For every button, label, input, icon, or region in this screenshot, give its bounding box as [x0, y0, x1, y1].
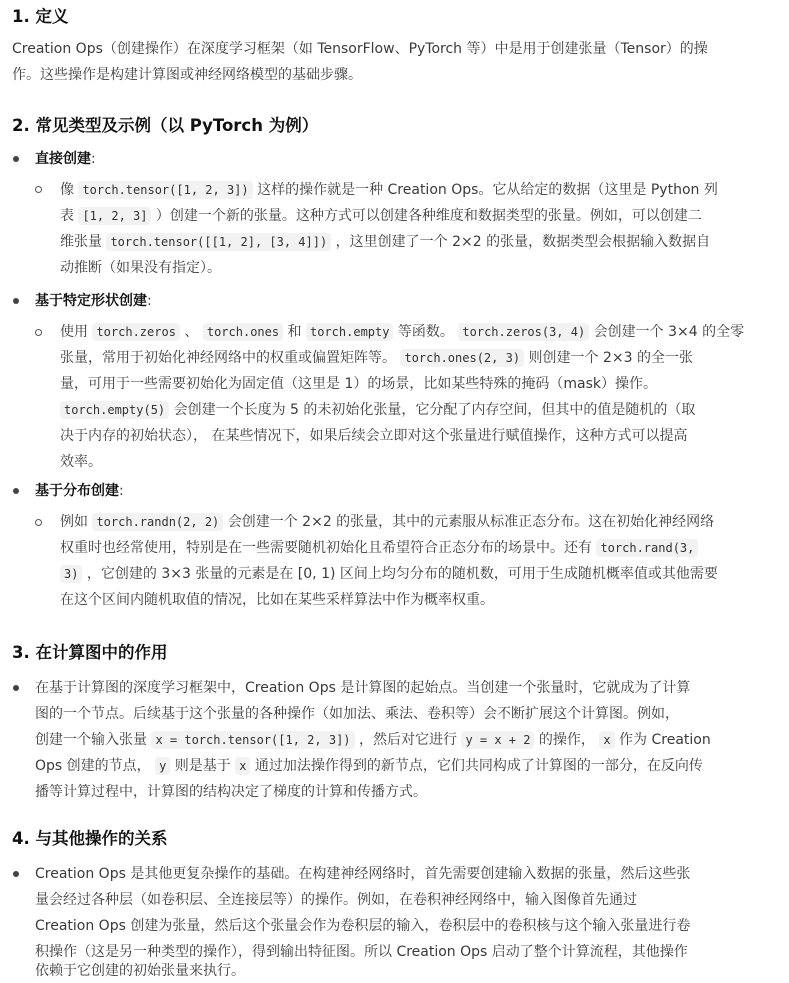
s2-b1-line: [60, 229, 710, 255]
s2-b2-line: [60, 345, 693, 371]
label-text: 基于分布创建: [35, 483, 119, 499]
text: 会创建一个 2×2 的张量，其中的元素服从标准正态分布。这在初始化神经网络: [223, 514, 715, 530]
text: ）创建一个新的张量。这种方式可以创建各种维度和数据类型的张量。例如，可以创建二: [151, 208, 702, 224]
inline-code: x = torch.tensor([1, 2, 3]): [151, 731, 354, 749]
text: 等函数。: [393, 324, 459, 340]
bullet-dot-icon: [13, 488, 19, 494]
bullet-dot-icon: [13, 685, 19, 691]
sub-bullet-circle-icon: [35, 186, 42, 193]
text: 像: [60, 182, 79, 198]
text: 则是基于: [170, 758, 236, 774]
text: 作为 Creation: [614, 732, 711, 748]
s3-line: [35, 727, 711, 753]
text: 使用: [60, 324, 93, 340]
s1-line: 作。这些操作是构建计算图或神经网络模型的基础步骤。: [12, 67, 362, 83]
label-text: 基于特定形状创建: [35, 293, 147, 309]
list-item-label: [35, 288, 152, 314]
bullet-dot-icon: [13, 871, 19, 877]
text: 权重时也经常使用，特别是在一些需要随机初始化且希望符合正态分布的场景中。还有: [60, 540, 597, 556]
inline-code: torch.tensor([1, 2, 3]): [78, 181, 252, 199]
text: 这样的操作就是一种 Creation Ops。它从给定的数据（这里是 Python 列: [252, 182, 718, 198]
s4-line: 量会经过各种层（如卷积层、全连接层等）的操作。例如，在卷积神经网络中，输入图像首先通过: [35, 892, 637, 908]
s2-b2-line: [60, 319, 744, 345]
colon: :: [119, 483, 124, 499]
s2-b3-line: [60, 561, 718, 587]
inline-code: torch.tensor([[1, 2], [3, 4]]): [106, 233, 331, 251]
section-1-heading: 1. 定义: [12, 7, 69, 26]
s2-b2-line: [60, 397, 695, 423]
sub-bullet-circle-icon: [35, 519, 42, 526]
inline-code: [1, 2, 3]: [78, 207, 151, 225]
list-item-label: [35, 146, 96, 172]
inline-code: torch.zeros: [92, 323, 179, 341]
s2-b3-line: 在这个区间内随机取值的情况，比如在某些采样算法中作为概率权重。: [60, 592, 494, 608]
text: 例如: [60, 514, 93, 530]
section-3-heading: 3. 在计算图中的作用: [12, 643, 168, 662]
text: 通过加法操作得到的新节点，它们共同构成了计算图的一部分，在反向传: [250, 758, 703, 774]
text: 的操作，: [534, 732, 600, 748]
inline-code: x: [235, 757, 250, 775]
s1-line: Creation Ops（创建操作）在深度学习框架（如 TensorFlow、PyTorch 等）中是用于创建张量（Tensor）的操: [12, 41, 708, 57]
list-item-label: [35, 478, 124, 504]
colon: :: [147, 293, 152, 309]
s2-b3-line: [60, 509, 714, 535]
text: 、: [179, 324, 203, 340]
s4-line: 积操作（这是另一种类型的操作），得到输出特征图。所以 Creation Ops 启动了整个计算流程，其他操作: [35, 944, 688, 960]
text: Ops 创建的节点，: [35, 758, 156, 774]
inline-code: x: [599, 731, 614, 749]
s3-line: 在基于计算图的深度学习框架中，Creation Ops 是计算图的起始点。当创建一个张量时，它就成为了计算: [35, 680, 691, 696]
section-4-heading: 4. 与其他操作的关系: [12, 829, 168, 848]
s4-line: Creation Ops 创建为张量，然后这个张量会作为卷积层的输入，卷积层中的卷积核与这个输入张量进行卷: [35, 918, 691, 934]
text: 和: [283, 324, 306, 340]
inline-code: y: [155, 757, 170, 775]
inline-code: torch.empty(5): [60, 401, 169, 419]
inline-code: y = x + 2: [461, 731, 534, 749]
s2-b1-line: [60, 203, 702, 229]
s2-b2-line: 效率。: [60, 454, 102, 470]
text: ，然后对它进行: [354, 732, 462, 748]
text: 会创建一个 3×4 的全零: [589, 324, 745, 340]
s2-b1-line: 动推断（如果没有指定）。: [60, 260, 221, 276]
text: 表: [60, 208, 79, 224]
inline-code: torch.rand(3,: [596, 539, 698, 557]
text: 创建一个输入张量: [35, 732, 152, 748]
s4-line: Creation Ops 是其他更复杂操作的基础。在构建神经网络时，首先需要创建输入数据的张量，然后这些张: [35, 866, 691, 882]
text: 会创建一个长度为 5 的未初始化张量，它分配了内存空间，但其中的值是随机的（取: [169, 402, 696, 418]
section-2-heading: 2. 常见类型及示例（以 PyTorch 为例）: [12, 116, 319, 135]
s2-b2-line: 量，可用于一些需要初始化为固定值（这里是 1）的场景，比如某些特殊的掩码（mask）操作。: [60, 376, 657, 392]
sub-bullet-circle-icon: [35, 329, 42, 336]
text: ，它创建的 3×3 张量的元素是在 [0, 1) 区间上均匀分布的随机数，可用于生成随机概率值或其他需要: [82, 566, 718, 582]
label-text: 直接创建: [35, 151, 91, 167]
colon: :: [91, 151, 96, 167]
s3-line: [35, 753, 703, 779]
text: 则创建一个 2×3 的全一张: [524, 350, 693, 366]
text: 张量，常用于初始化神经网络中的权重或偏置矩阵等。: [60, 350, 401, 366]
inline-code: torch.zeros(3, 4): [458, 323, 589, 341]
s2-b3-line: [60, 535, 698, 561]
inline-code: torch.empty: [306, 323, 393, 341]
inline-code: 3): [60, 565, 82, 583]
s3-line: 播等计算过程中，计算图的结构决定了梯度的计算和传播方式。: [35, 784, 427, 800]
s2-b1-line: [60, 177, 718, 203]
s2-b2-line: 决于内存的初始状态）， 在某些情况下，如果后续会立即对这个张量进行赋值操作，这种方式可以提高: [60, 428, 688, 444]
inline-code: torch.randn(2, 2): [92, 513, 223, 531]
bullet-dot-icon: [13, 156, 19, 162]
s3-line: 图的一个节点。后续基于这个张量的各种操作（如加法、乘法、卷积等）会不断扩展这个计算图。例如，: [35, 706, 679, 722]
inline-code: torch.ones(2, 3): [400, 349, 524, 367]
text: ，这里创建了一个 2×2 的张量，数据类型会根据输入数据自: [331, 234, 711, 250]
bullet-dot-icon: [13, 298, 19, 304]
text: 维张量: [60, 234, 107, 250]
inline-code: torch.ones: [203, 323, 283, 341]
s4-line: 依赖于它创建的初始张量来执行。: [35, 963, 245, 979]
